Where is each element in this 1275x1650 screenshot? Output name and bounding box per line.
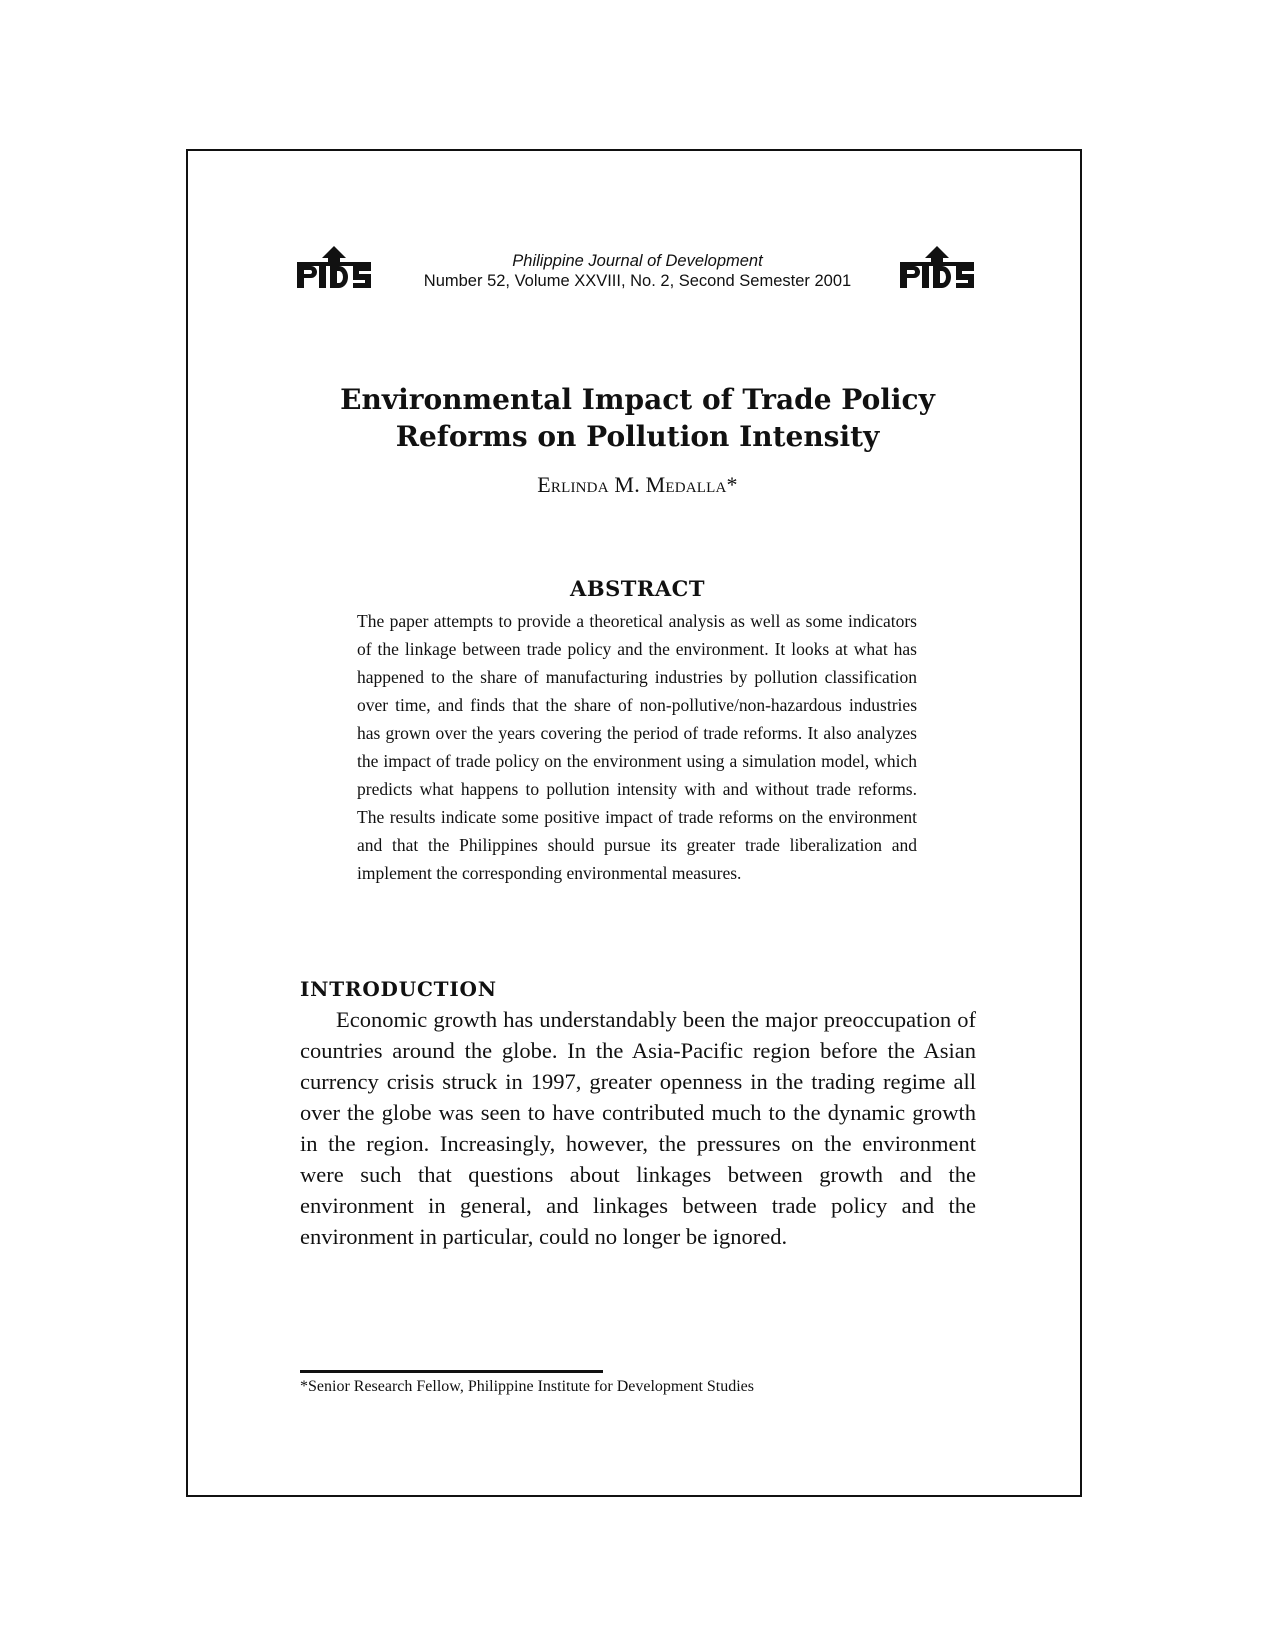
introduction-text: Economic growth has understandably been the major preoccupation of countries around the globe. In the Asia-Pacific region before the Asian currency crisis struck in 1997, greater openness in the trading regime all over the globe was seen to have contributed much to the dynamic growth in the region. Increasingly, however, the pressures on the environment were such that questions about linkages between growth and the environment in general, and linkages between trade policy and the environment in particular, could no longer be ignored. — [300, 1007, 976, 1249]
author-name: Erlinda M. Medalla* — [537, 472, 738, 497]
footnote-rule — [300, 1370, 603, 1373]
introduction-heading: INTRODUCTION — [300, 977, 497, 1001]
journal-header — [400, 251, 875, 291]
abstract-text: The paper attempts to provide a theoretical analysis as well as some indicators of the linkage between trade policy and the environment. It looks at what has happened to the share of manufacturing industries by pollution classification over time, and finds that the share of non-pollutive/non-hazardous industries has grown over the years covering the period of trade reforms. It also analyzes the impact of trade policy on the environment using a simulation model, which predicts what happens to pollution intensity with and without trade reforms. The results indicate some positive impact of trade reforms on the environment and that the Philippines should pursue its greater trade liberalization and implement the corresponding environmental measures. — [357, 611, 917, 883]
article-title — [300, 381, 975, 455]
pids-logo-icon — [900, 246, 974, 288]
pids-logo-icon — [297, 246, 371, 288]
abstract-heading: ABSTRACT — [570, 576, 705, 601]
issue-line: Number 52, Volume XXVIII, No. 2, Second Semester 2001 — [423, 272, 852, 290]
title-line-2: Reforms on Pollution Intensity — [395, 420, 880, 453]
footnote: *Senior Research Fellow, Philippine Institute for Development Studies — [300, 1378, 754, 1395]
journal-name: Philippine Journal of Development — [512, 252, 763, 270]
title-line-1: Environmental Impact of Trade Policy — [340, 383, 935, 416]
